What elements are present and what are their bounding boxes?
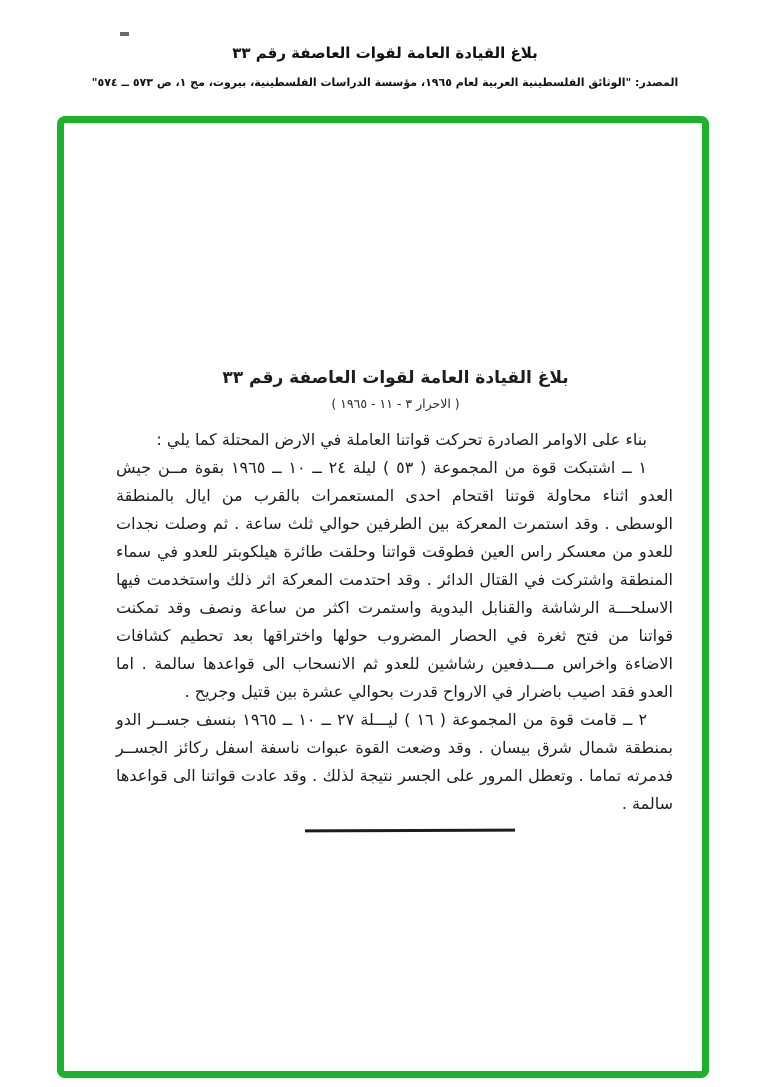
scan-artifact-mark [120,32,129,36]
paragraph-1: ١ ــ اشتبكت قوة من المجموعة ( ٥٣ ) ليلة ٢٤ ــ ١٠ ــ ١٩٦٥ بقوة مــن جيش العدو اثناء محاولة قوتنا اقتحام احدى المستعمرات بالقرب من ايال بالمنطقة الوسطى . وقد استمرت المعركة بين الطرفين حوالي ثلث ساعة . ثم وصلت نجدات للعدو من معسكر راس العين فطوقت قواتنا وحلقت طائرة هيلكوبتر للعدو في سماء المنطقة واشتركت في القتال الدائر . وقد احتدمت المعركة اثر ذلك واستخدمت فيها الاسلحـــة الرشاشة والقنابل اليدوية واستمرت اكثر من ساعة ونصف وقد تمكنت قواتنا من فتح ثغرة في الحصار المضروب حولها واختراقها بعد تحطيم كشافات الاضاءة واخراس مـــدفعين رشاشين للعدو ثم الانسحاب الى قواعدها سالمة . اما العدو فقد اصيب باضرار في الارواح قدرت بحوالي عشرة بين قتيل وجريح . [116,458,673,701]
divider-line [305,829,515,833]
source-citation: المصدر: "الوثائق الفلسطينية العربية لعام ١٩٦٥، مؤسسة الدراسات الفلسطينية، بيروت، مج ١، ص ٥٧٣ ــ ٥٧٤" [91,76,679,89]
highlight-frame [57,116,709,1078]
document-date-line: ( الاحرار ٣ - ١١ - ١٩٦٥ ) [331,396,460,411]
document-body [116,426,673,818]
paragraph-2: ٢ ــ قامت قوة من المجموعة ( ١٦ ) ليـــلة ٢٧ ــ ١٠ ــ ١٩٦٥ بنسف جســر الدو بمنطقة شمال شرق بيسان . وقد وضعت القوة عبوات ناسفة اسفل ركائز الجســر فدمرته تماما . وتعطل المرور على الجسر نتيجة لذلك . وقد عادت قواتنا الى قواعدها سالمة . [116,710,673,813]
document-title: بلاغ القيادة العامة لقوات العاصفة رقم ٣٣ [222,368,569,388]
page-title: بلاغ القيادة العامة لقوات العاصفة رقم ٣٣ [232,44,538,62]
intro-paragraph: بناء على الاوامر الصادرة تحركت قواتنا العاملة في الارض المحتلة كما يلي : [156,430,647,449]
